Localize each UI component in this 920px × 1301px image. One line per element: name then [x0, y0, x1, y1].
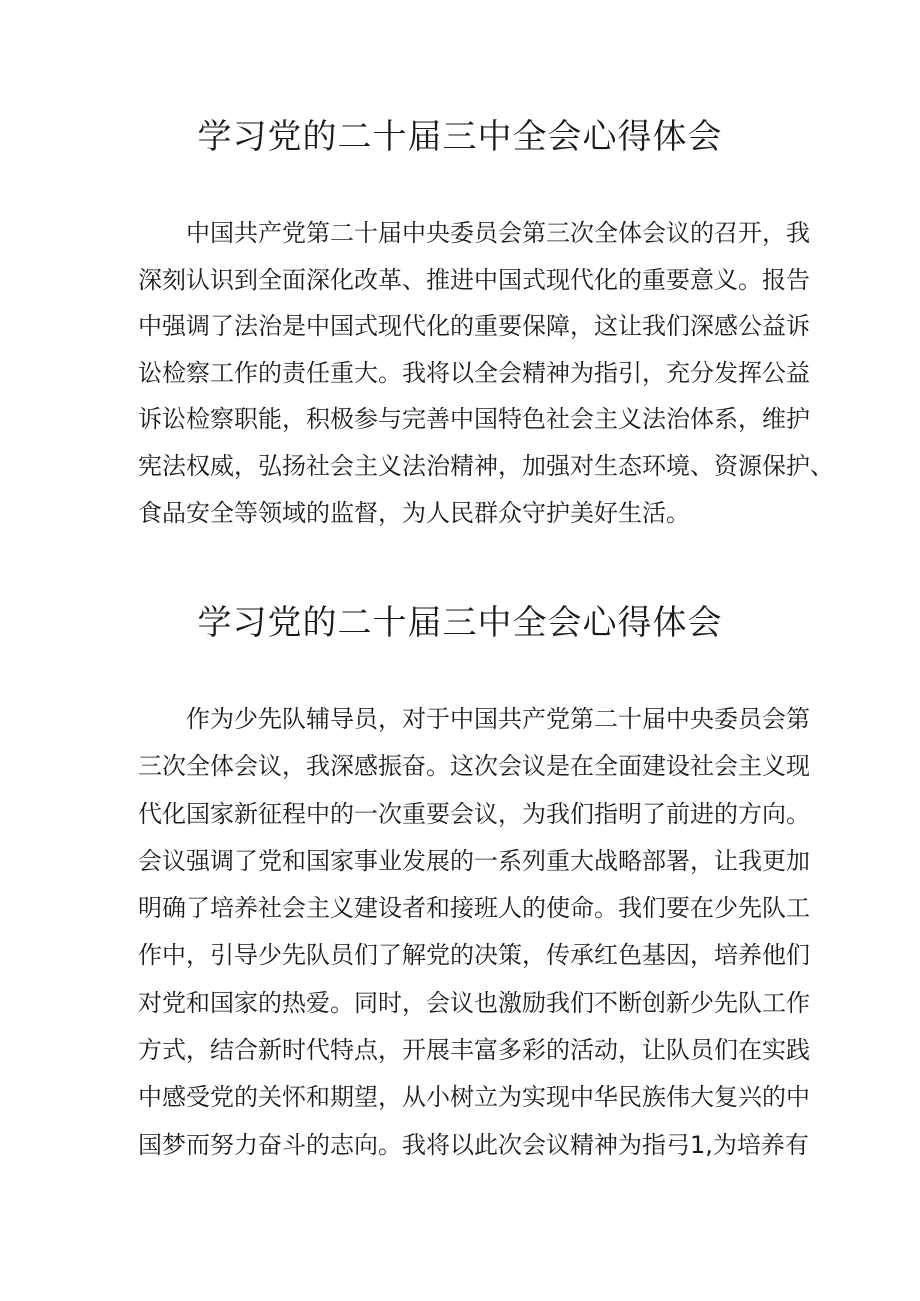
section-2-line: 代化国家新征程中的一次重要会议，为我们指明了前进的方向。 — [138, 799, 810, 828]
section-2-body — [138, 696, 818, 1169]
section-2-line: 方式，结合新时代特点，开展丰富多彩的活动，让队员们在实践 — [138, 1036, 810, 1065]
section-1-line: 深刻认识到全面深化改革、推进中国式现代化的重要意义。报告 — [138, 265, 810, 294]
section-2-line: 明确了培养社会主义建设者和接班人的使命。我们要在少先队工 — [138, 894, 810, 923]
section-1-line: 讼检察工作的责任重大。我将以全会精神为指引，充分发挥公益 — [138, 358, 810, 387]
section-2-line: 国梦而努力奋斗的志向。我将以此次会议精神为指弓1,为培养有 — [138, 1130, 809, 1159]
section-1-line: 食品安全等领域的监督，为人民群众守护美好生活。 — [138, 498, 690, 527]
section-1-line: 宪法权威，弘扬社会主义法治精神，加强对生态环境、资源保护、 — [138, 451, 834, 480]
section-1-line: 中国共产党第二十届中央委员会第三次全体会议的召开，我 — [138, 219, 810, 247]
section-2-line: 中感受党的关怀和期望，从小树立为实现中华民族伟大复兴的中 — [138, 1083, 810, 1112]
section-2-line: 对党和国家的热爱。同时，会议也激励我们不断创新少先队工作 — [138, 988, 810, 1017]
section-2-line: 三次全体会议，我深感振奋。这次会议是在全面建设社会主义现 — [138, 752, 810, 781]
section-1-title: 学习党的二十届三中全会心得体会 — [197, 117, 723, 157]
section-2-line: 会议强调了党和国家事业发展的一系列重大战略部署，让我更加 — [138, 846, 810, 875]
section-1-line: 诉讼检察职能，积极参与完善中国特色社会主义法治体系，维护 — [138, 405, 810, 434]
section-2-title: 学习党的二十届三中全会心得体会 — [197, 603, 723, 643]
section-1-body — [138, 210, 834, 536]
section-2-line: 作为少先队辅导员，对于中国共产党第二十届中央委员会第 — [138, 705, 810, 733]
section-1-line: 中强调了法治是中国式现代化的重要保障，这让我们深感公益诉 — [138, 312, 810, 341]
section-2-line: 作中，引导少先队员们了解党的决策，传承红色基因，培养他们 — [138, 941, 810, 970]
